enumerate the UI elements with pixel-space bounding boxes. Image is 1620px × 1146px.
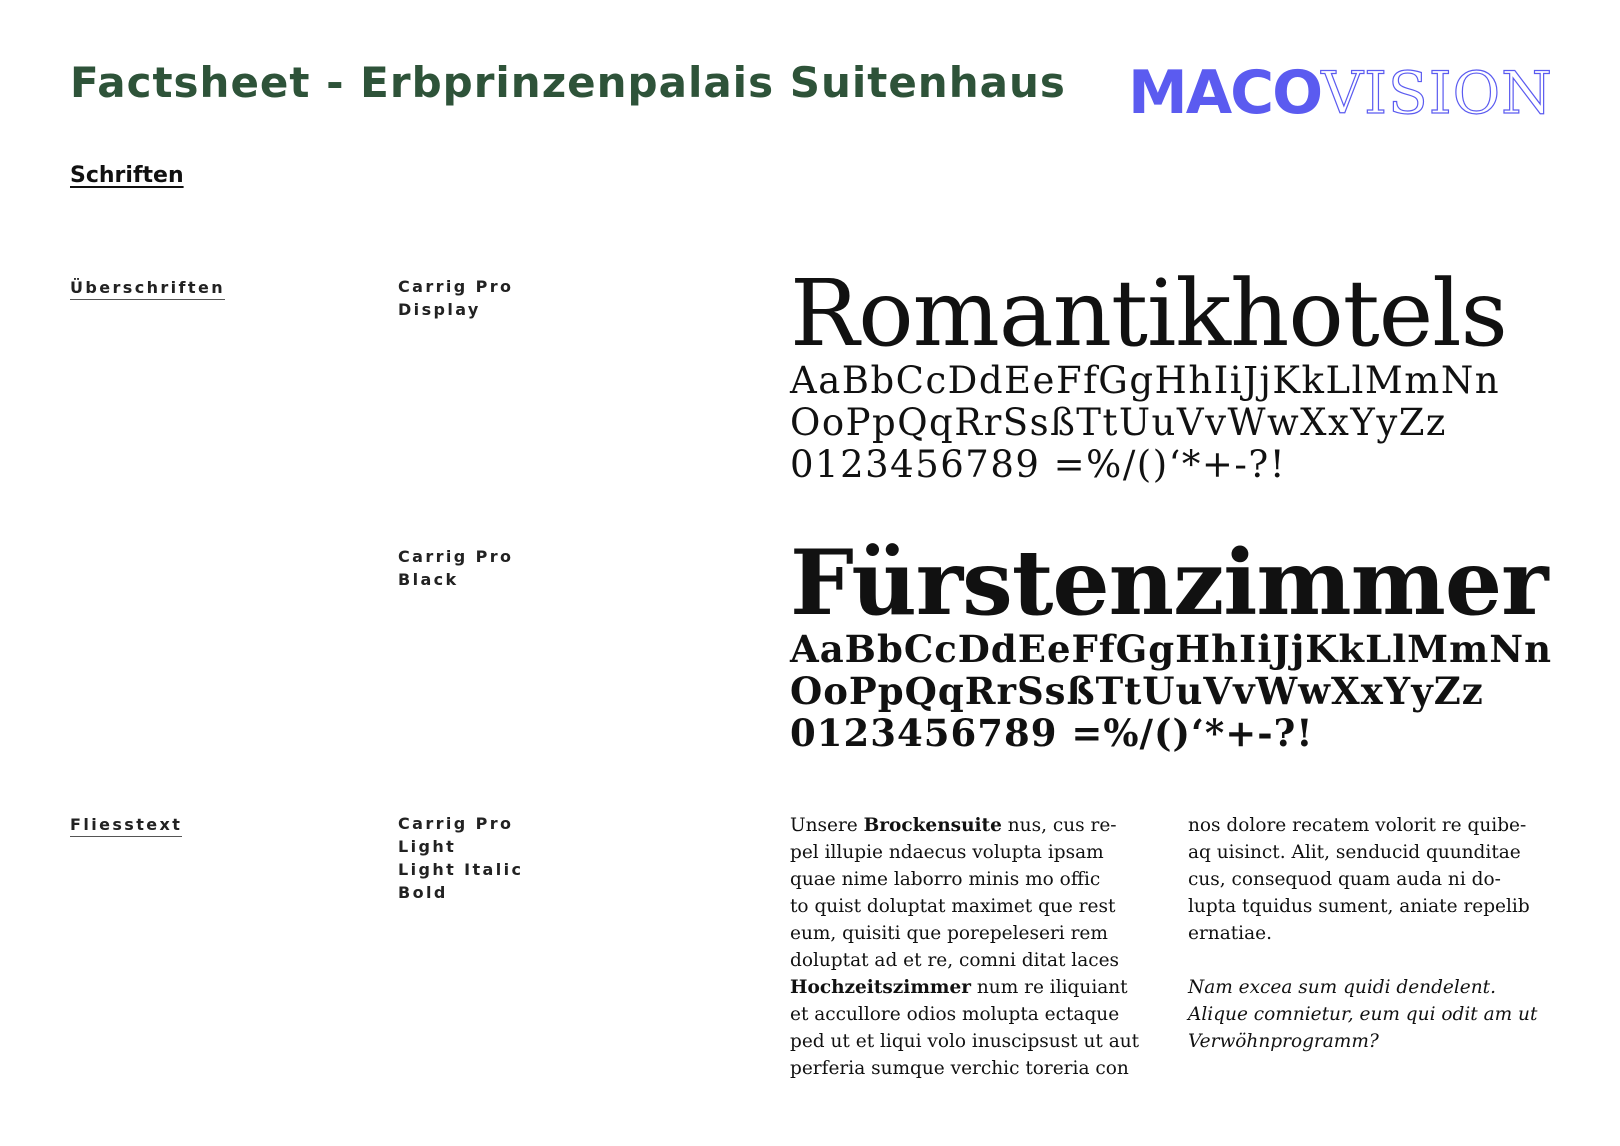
body-line: pel illupie ndaecus volupta ipsam [790, 842, 1104, 863]
body-line: perferia sumque verchic toreria con [790, 1058, 1129, 1079]
logo-maco: MACO [1128, 58, 1322, 128]
body-line: doluptat ad et re, comni ditat laces [790, 950, 1120, 971]
body-line: quae nime laborro minis mo offic [790, 869, 1101, 890]
body-line: cus, consequod quam auda ni do- [1188, 869, 1501, 890]
font-name-body [398, 812, 523, 904]
specimen-display [790, 260, 1507, 486]
category-ueberschriften: Überschriften [70, 278, 225, 300]
body-line-italic: Nam excea sum quidi dendelent. [1188, 977, 1496, 998]
body-line: ped ut et liqui volo inuscipsust ut aut [790, 1031, 1140, 1052]
body-text-column-1 [790, 812, 1139, 1082]
specimen-black [790, 530, 1552, 755]
font-name-line: Carrig Pro [398, 814, 514, 833]
body-line: Hochzeitszimmer num re iliquiant [790, 977, 1128, 998]
body-line: lupta tquidus sument, aniate repelib [1188, 896, 1530, 917]
macovision-logo [1128, 58, 1553, 126]
body-line: nos dolore recatem volorit re quibe- [1188, 815, 1527, 836]
paragraph-gap [1188, 947, 1537, 974]
font-name-line: Light [398, 837, 457, 856]
specimen-alphabet-2: OoPpQqRrSsßTtUuVvWwXxYyZz [790, 669, 1484, 713]
font-name-line: Carrig Pro [398, 277, 514, 296]
body-line: to quist doluptat maximet que rest [790, 896, 1116, 917]
body-line-italic: Verwöhnprogramm? [1188, 1031, 1379, 1052]
specimen-alphabet-1: AaBbCcDdEeFfGgHhIiJjKkLlMmNn [790, 359, 1501, 402]
body-text-column-2 [1188, 812, 1537, 1055]
section-title: Schriften [70, 163, 184, 188]
specimen-alphabet-1: AaBbCcDdEeFfGgHhIiJjKkLlMmNn [790, 627, 1552, 671]
body-line: aq uisinct. Alit, senducid quunditae [1188, 842, 1521, 863]
body-line: eum, quisiti que porepeleseri rem [790, 923, 1108, 944]
font-name-display [398, 275, 513, 321]
body-line: Unsere Brockensuite nus, cus re- [790, 815, 1117, 836]
specimen-alphabet-2: OoPpQqRrSsßTtUuVvWwXxYyZz [790, 401, 1447, 444]
body-line: ernatiae. [1188, 923, 1272, 944]
page-title: Factsheet - Erbprinzenpalais Suitenhaus [70, 58, 1066, 107]
body-line-italic: Alique comnietur, eum qui odit am ut [1188, 1004, 1538, 1025]
category-fliesstext: Fliesstext [70, 815, 182, 837]
specimen-word: Fürstenzimmer [790, 530, 1548, 636]
specimen-word: Romantikhotels [790, 260, 1507, 367]
font-name-black [398, 545, 513, 591]
body-line: et accullore odios molupta ectaque [790, 1004, 1120, 1025]
specimen-numbers: 0123456789 =%/()‘*+-?! [790, 711, 1314, 755]
font-name-line: Carrig Pro [398, 547, 514, 566]
logo-vision: VISION [1321, 59, 1553, 127]
font-name-line: Display [398, 300, 481, 319]
specimen-numbers: 0123456789 =%/()‘*+-?! [790, 443, 1287, 486]
font-name-line: Bold [398, 883, 448, 902]
font-name-line: Black [398, 570, 459, 589]
font-name-line: Light Italic [398, 860, 524, 879]
